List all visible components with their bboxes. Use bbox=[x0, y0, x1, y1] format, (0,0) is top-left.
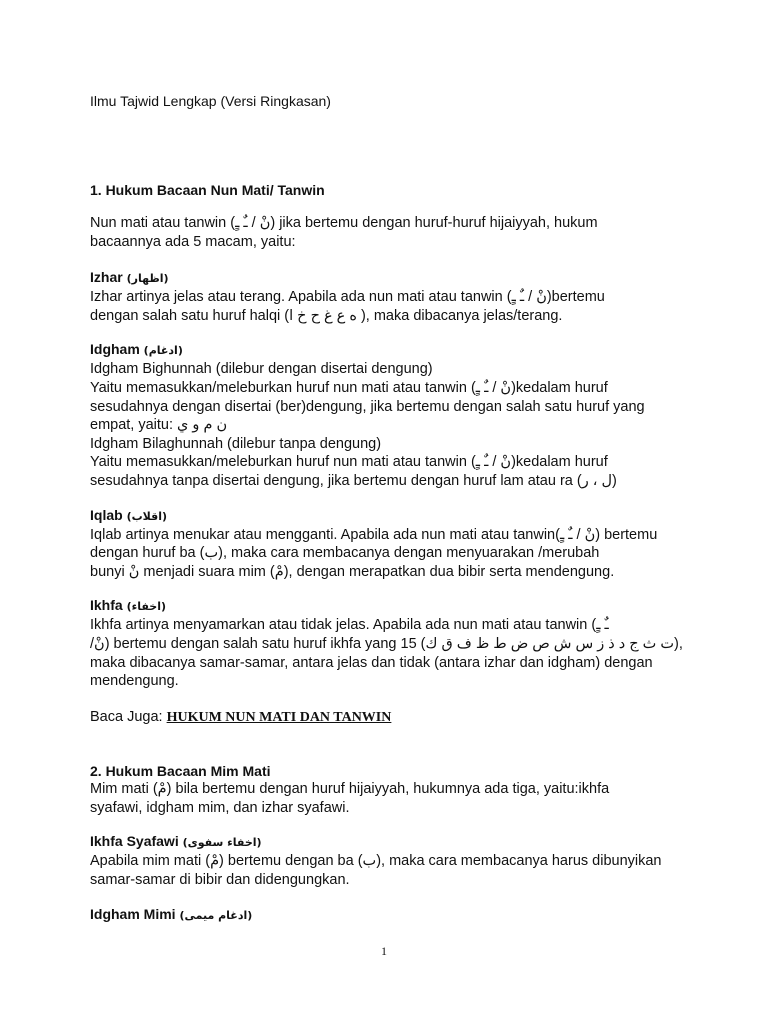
document-page bbox=[90, 92, 710, 925]
paragraph-line: mendengung. bbox=[90, 673, 179, 690]
paragraph-line: dengan huruf ba (ب), maka cara membacanya dengan menyuarakan /merubah bbox=[90, 545, 600, 562]
paragraph-line: bacaannya ada 5 macam, yaitu: bbox=[90, 233, 296, 250]
subheading-label: Izhar bbox=[90, 269, 123, 286]
page-number: 1 bbox=[381, 944, 387, 958]
paragraph-line: sesudahnya dengan disertai (ber)dengung, jika bertemu dengan salah satu huruf yang bbox=[90, 398, 645, 415]
paragraph-line: empat, yaitu: ن م و ي bbox=[90, 417, 228, 434]
baca-juga-label: Baca Juga: bbox=[90, 708, 163, 725]
subheading-label: Iqlab bbox=[90, 506, 123, 523]
paragraph-line: Yaitu memasukkan/meleburkan huruf nun mati atau tanwin (نْ / ـٌ ـٍ)kedalam huruf bbox=[90, 454, 608, 471]
paragraph-line: Izhar artinya jelas atau terang. Apabila ada nun mati atau tanwin (نْ / ـٌ ـٍ)bertemu bbox=[90, 289, 605, 306]
subheading-arabic: (اظهار) bbox=[126, 272, 169, 286]
subheading-idgham bbox=[90, 340, 710, 360]
subheading-label: Idgham Mimi bbox=[90, 905, 176, 922]
section-heading-nun-mati: 1. Hukum Bacaan Nun Mati/ Tanwin bbox=[90, 182, 325, 198]
subheading-ikhfa-syafawi bbox=[90, 832, 710, 852]
subheading-ikhfa bbox=[90, 596, 710, 616]
paragraph-line: samar-samar di bibir dan didengungkan. bbox=[90, 872, 350, 889]
subheading-arabic: (ادغام ميمى) bbox=[179, 908, 253, 922]
subheading-izhar bbox=[90, 268, 710, 288]
subheading-label: Ikhfa bbox=[90, 597, 123, 614]
subheading-label: Ikhfa Syafawi bbox=[90, 833, 179, 850]
subheading-iqlab bbox=[90, 506, 710, 526]
subheading-arabic: (اقلاب) bbox=[126, 509, 168, 523]
paragraph-line: Nun mati atau tanwin (نْ / ـٌ ـٍ) jika bertemu dengan huruf-huruf hijaiyyah, hukum bbox=[90, 215, 598, 231]
subheading-arabic: (ادغام) bbox=[143, 344, 183, 358]
paragraph-line: bunyi نْ menjadi suara mim (مْ), dengan merapatkan dua bibir serta mendengung. bbox=[90, 563, 615, 580]
document-title: Ilmu Tajwid Lengkap (Versi Ringkasan) bbox=[90, 93, 331, 109]
paragraph-line: Idgham Bighunnah (dilebur dengan disertai dengung) bbox=[90, 361, 433, 378]
paragraph-line: Ikhfa artinya menyamarkan atau tidak jelas. Apabila ada nun mati atau tanwin (ـٌ ـٍ bbox=[90, 617, 609, 634]
subheading-idgham-mimi bbox=[90, 905, 710, 925]
paragraph-line: Apabila mim mati (مْ) bertemu dengan ba (ب), maka cara membacanya harus dibunyikan bbox=[90, 853, 662, 870]
baca-juga-link[interactable]: HUKUM NUN MATI DAN TANWIN bbox=[166, 709, 392, 725]
subheading-arabic: (اخفاء سفوى) bbox=[182, 836, 262, 850]
paragraph-line: Yaitu memasukkan/meleburkan huruf nun mati atau tanwin (نْ / ـٌ ـٍ)kedalam huruf bbox=[90, 379, 608, 396]
section-heading-mim-mati: 2. Hukum Bacaan Mim Mati bbox=[90, 763, 271, 780]
paragraph-line: maka dibacanya samar-samar, antara jelas dan tidak (antara izhar dan idgham) dengan bbox=[90, 654, 653, 671]
subheading-arabic: (اخفاء) bbox=[126, 600, 167, 614]
paragraph-line: /نْ) bertemu dengan salah satu huruf ikhfa yang 15 (ت ث ج د ذ ز س ش ص ض ط ظ ف ق ك), bbox=[90, 635, 683, 652]
paragraph-line: sesudahnya tanpa disertai dengung, jika bertemu dengan huruf lam atau ra (ل ، ر) bbox=[90, 472, 617, 489]
paragraph-line: dengan salah satu huruf halqi (ه ع غ ح خ ا ), maka dibacanya jelas/terang. bbox=[90, 307, 563, 324]
baca-juga-line bbox=[90, 708, 710, 728]
subheading-label: Idgham bbox=[90, 341, 140, 358]
paragraph-line: Iqlab artinya menukar atau mengganti. Apabila ada nun mati atau tanwin(نْ / ـٌ ـٍ) bertemu bbox=[90, 526, 658, 543]
paragraph-line: Mim mati (مْ) bila bertemu dengan huruf hijaiyyah, hukumnya ada tiga, yaitu:ikhfa bbox=[90, 781, 610, 798]
paragraph-line: Idgham Bilaghunnah (dilebur tanpa dengung) bbox=[90, 435, 382, 452]
paragraph-line: syafawi, idgham mim, dan izhar syafawi. bbox=[90, 799, 350, 816]
